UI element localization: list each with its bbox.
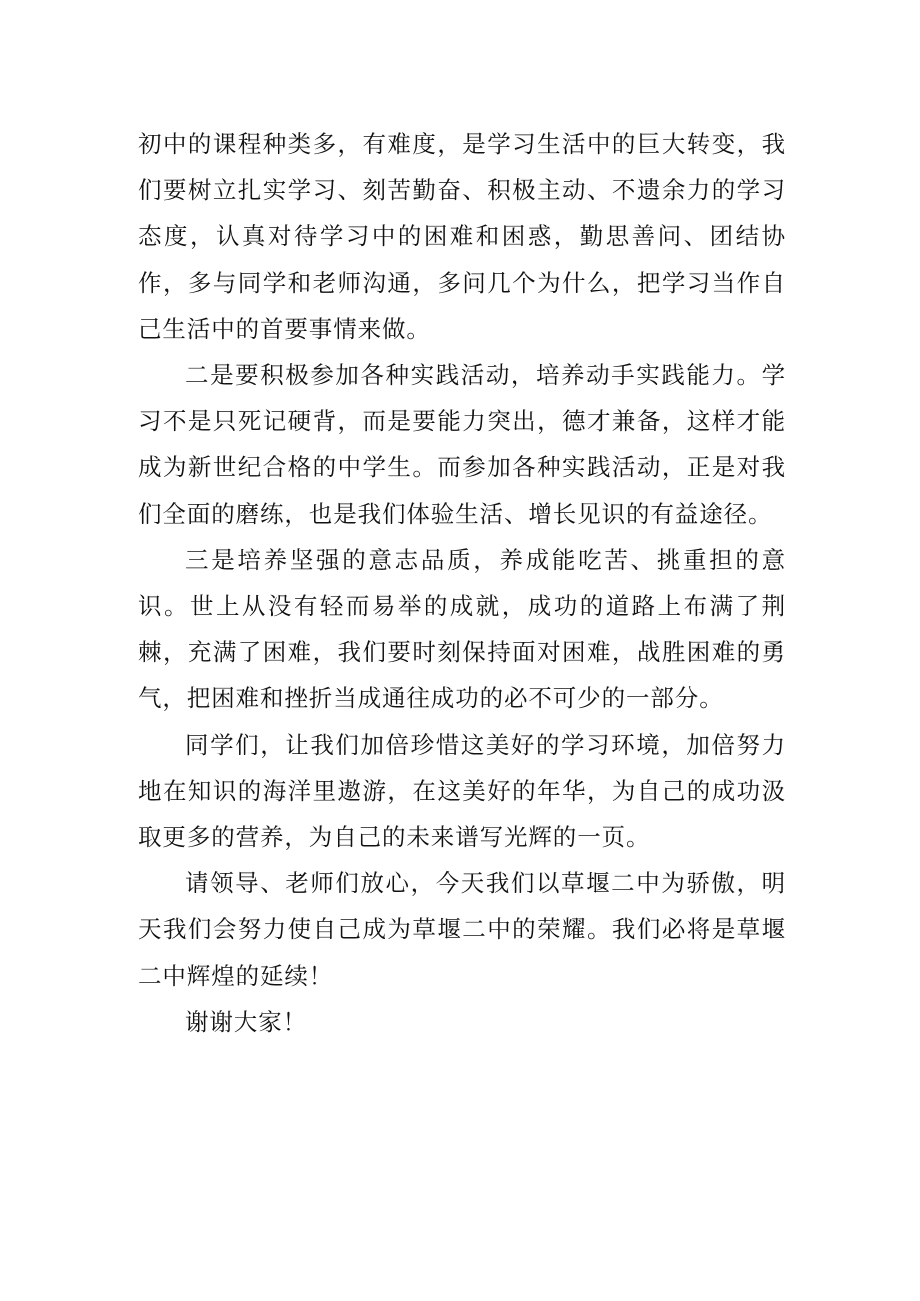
paragraph-continued: 初中的课程种类多，有难度，是学习生活中的巨大转变，我们要树立扎实学习、刻苦勤奋、积极主动、不遗余力的学习态度，认真对待学习中的困难和困惑，勤思善问、团结协作，多与同学和老师沟通，多问几个为什么，把学习当作自己生活中的首要事情来做。: [138, 130, 786, 343]
paragraph-cherish: 同学们，让我们加倍珍惜这美好的学习环境，加倍努力地在知识的海洋里遨游，在这美好的年华，为自己的成功汲取更多的营养，为自己的未来谱写光辉的一页。: [138, 730, 786, 852]
paragraph-thanks: 谢谢大家！: [185, 1007, 307, 1036]
document-body: [138, 121, 786, 1045]
paragraph-promise: 请领导、老师们放心，今天我们以草堰二中为骄傲，明天我们会努力使自己成为草堰二中的荣耀。我们必将是草堰二中辉煌的延续！: [138, 869, 786, 990]
paragraph-willpower: 三是培养坚强的意志品质，养成能吃苦、挑重担的意识。世上从没有轻而易举的成就，成功的道路上布满了荆棘，充满了困难，我们要时刻保持面对困难，战胜困难的勇气，把困难和挫折当成通往成功的必不可少的一部分。: [138, 545, 786, 713]
paragraph-practice: 二是要积极参加各种实践活动，培养动手实践能力。学习不是只死记硬背，而是要能力突出，德才兼备，这样才能成为新世纪合格的中学生。而参加各种实践活动，正是对我们全面的磨练，也是我们体验生活、增长见识的有益途径。: [138, 361, 786, 528]
